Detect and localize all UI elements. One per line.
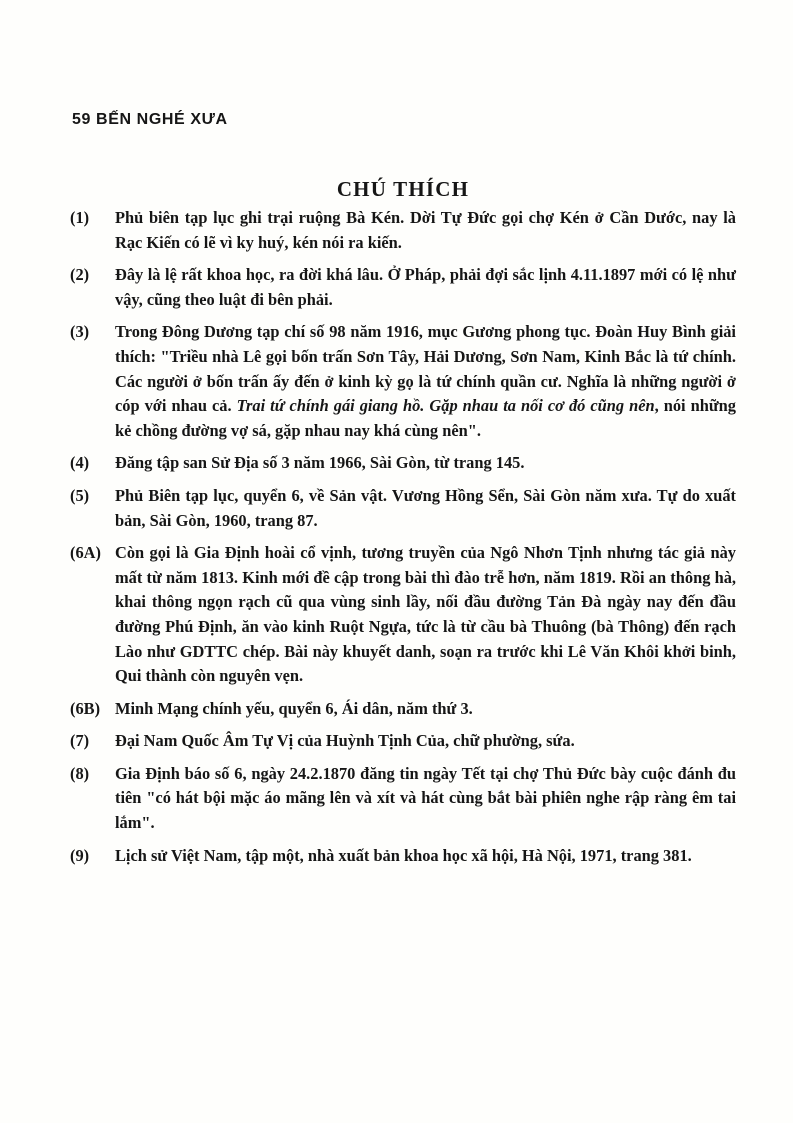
footnotes-list — [70, 206, 736, 876]
footnote-text: Phủ Biên tạp lục, quyển 6, về Sản vật. Vương Hồng Sển, Sài Gòn năm xưa. Tự do xuất bản, Sài Gòn, 1960, trang 87. — [115, 485, 736, 530]
page-title: CHÚ THÍCH — [336, 177, 470, 201]
footnote-number: (5) — [70, 485, 90, 505]
running-header: 59 BẾN NGHÉ XƯA — [72, 111, 228, 128]
footnote-9 — [70, 844, 736, 869]
footnote-4 — [70, 451, 736, 476]
footnote-text: Đại Nam Quốc Âm Tự Vị của Huỳnh Tịnh Của, chữ phường, sứa. — [115, 731, 575, 751]
footnote-6a — [70, 541, 736, 689]
footnote-number: (1) — [70, 208, 90, 227]
footnote-text-plain: Trong Đông Dương tạp chí số 98 năm 1916, mục Gương phong tục. Đoàn Huy Bình giải thích: "Triều nhà Lê gọi bốn trấn Sơn Tây, Hải Dương, Sơn Nam, Kinh Bắc là tứ chính. Các người ở bốn trấn ấy đến ở kinh kỳ gọ là tứ chính quần cư. Nghĩa là những người ở cóp với nhau cả. — [115, 322, 736, 416]
footnote-text: Minh Mạng chính yếu, quyển 6, Ái dân, năm thứ 3. — [115, 698, 473, 718]
footnote-text: Phủ biên tạp lục ghi trại ruộng Bà Kén. Dời Tự Đức gọi chợ Kén ở Cần Dước, nay là Rạc Kiến có lẽ vì ky huý, kén nói ra kiến. — [115, 208, 736, 252]
footnote-1 — [70, 206, 736, 255]
footnote-8 — [70, 762, 736, 836]
footnote-text: Đăng tập san Sử Địa số 3 năm 1966, Sài Gòn, từ trang 145. — [115, 453, 525, 473]
footnote-number: (4) — [70, 453, 90, 473]
footnote-2 — [70, 263, 736, 312]
footnote-number: (7) — [70, 731, 90, 751]
footnote-number: (6A) — [70, 543, 101, 563]
footnote-text-plain: , nói những kẻ chồng đường vợ sá, gặp nhau nay khá cùng nên". — [115, 396, 736, 440]
footnote-text — [115, 322, 736, 439]
footnote-6b — [70, 697, 736, 722]
footnote-number: (8) — [70, 763, 90, 783]
footnote-7 — [70, 729, 736, 754]
footnote-3 — [70, 320, 736, 443]
footnote-5 — [70, 484, 736, 533]
footnote-number: (3) — [70, 322, 90, 342]
footnote-text: Còn gọi là Gia Định hoài cổ vịnh, tương truyền của Ngô Nhơn Tịnh nhưng tác giả này mất từ năm 1813. Kinh mới đề cập trong bài thì đào trễ hơn, năm 1819. Rồi an thông hà, khai thông ngọn rạch cũ qua vùng sinh lầy, nối đầu đường Tản Đà ngày nay đến đầu đường Phú Định, ăn vào kinh Ruột Ngựa, tức là từ cầu bà Thuông (bà Thông) đến rạch Lào như GDTTC chép. Bài này khuyết danh, soạn ra trước khi Lê Văn Khôi khởi binh, Qui thành còn nguyên vẹn. — [115, 543, 736, 686]
footnote-text: Đây là lệ rất khoa học, ra đời khá lâu. Ở Pháp, phải đợi sắc lịnh 4.11.1897 mới có lệ như vậy, cũng theo luật đi bên phải. — [115, 265, 736, 309]
footnote-text: Lịch sử Việt Nam, tập một, nhà xuất bản khoa học xã hội, Hà Nội, 1971, trang 381. — [115, 845, 692, 865]
footnote-text: Gia Định báo số 6, ngày 24.2.1870 đăng tin ngày Tết tại chợ Thủ Đức bày cuộc đánh đu tiên "có hát bội mặc áo mãng lên và xít và hát cùng bắt bài phiên nghe rập ràng êm tai lắm". — [115, 763, 736, 833]
footnote-number: (2) — [70, 265, 90, 285]
footnote-text-italic-quote: Trai tứ chính gái giang hồ. Gặp nhau ta nối cơ đó cũng nên — [236, 396, 655, 416]
footnote-number: (9) — [70, 845, 90, 865]
footnote-number: (6B) — [70, 698, 101, 718]
